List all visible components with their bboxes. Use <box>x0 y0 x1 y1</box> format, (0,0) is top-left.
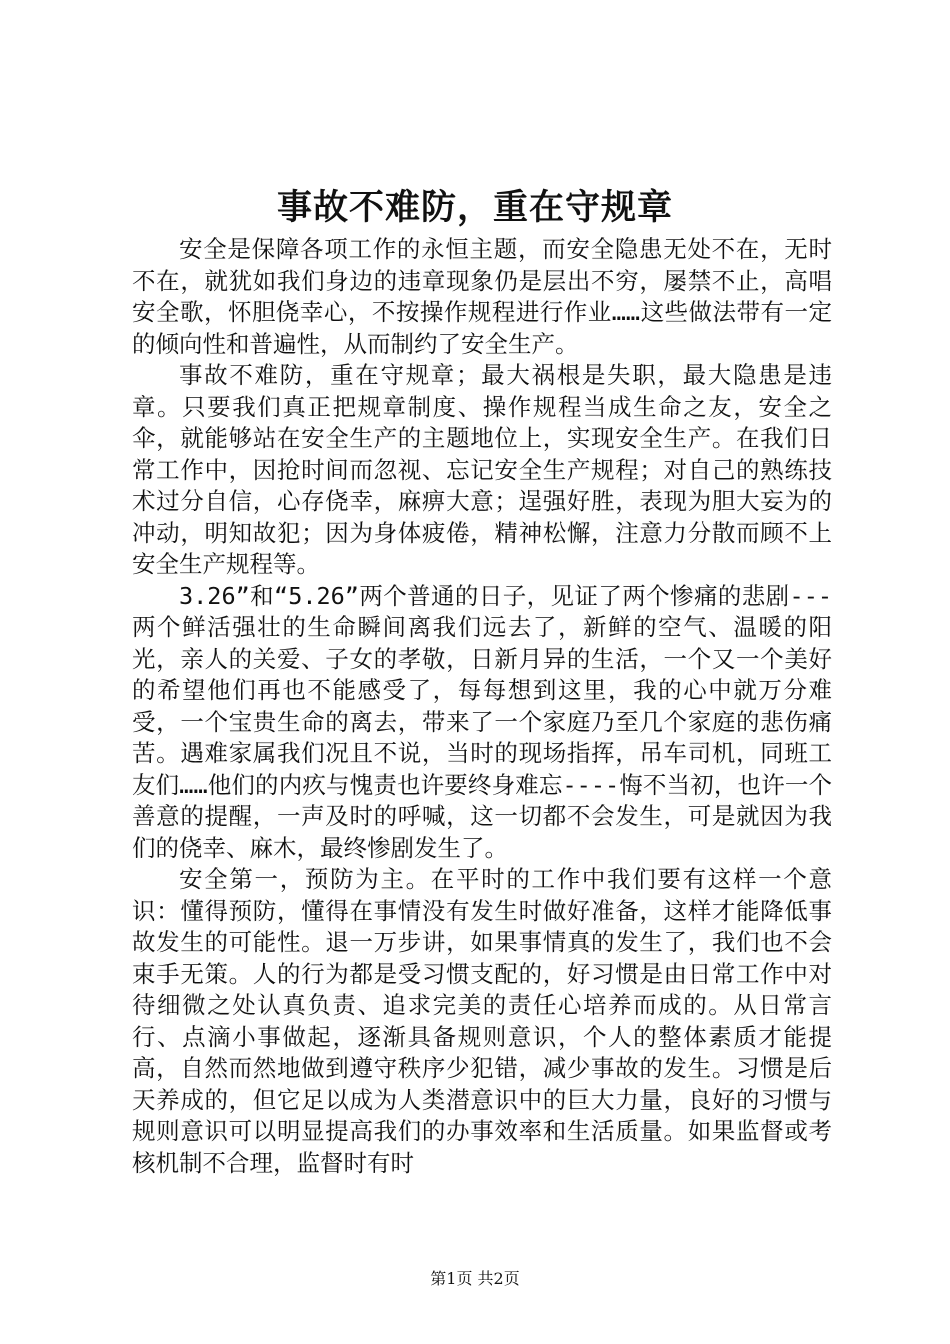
document-title: 事故不难防，重在守规章 <box>276 187 673 228</box>
paragraph-2: 事故不难防，重在守规章；最大祸根是失职，最大隐患是违章。只要我们真正把规章制度、操作规程当成生命之友，安全之伞，就能够站在安全生产的主题地位上，实现安全生产。在我们日常工作中，因抢时间而忽视、忘记安全生产规程；对自己的熟练技术过分自信，心存侥幸，麻痹大意；逞强好胜，表现为胆大妄为的冲动，明知故犯；因为身体疲倦，精神松懈，注意力分散而顾不上安全生产规程等。 <box>132 361 832 578</box>
document-body <box>132 234 832 1179</box>
page-footer: 第1页 共2页 <box>430 1269 520 1288</box>
paragraph-4: 安全第一，预防为主。在平时的工作中我们要有这样一个意识：懂得预防，懂得在事情没有发生时做好准备，这样才能降低事故发生的可能性。退一万步讲，如果事情真的发生了，我们也不会束手无策。人的行为都是受习惯支配的，好习惯是由日常工作中对待细微之处认真负责、追求完美的责任心培养而成的。从日常言行、点滴小事做起，逐渐具备规则意识，个人的整体素质才能提高，自然而然地做到遵守秩序少犯错，减少事故的发生。习惯是后天养成的，但它足以成为人类潜意识中的巨大力量，良好的习惯与规则意识可以明显提高我们的办事效率和生活质量。如果监督或考核机制不合理，监督时有时 <box>132 865 832 1177</box>
paragraph-3: 3.26”和“5.26”两个普通的日子，见证了两个惨痛的悲剧---两个鲜活强壮的生命瞬间离我们远去了，新鲜的空气、温暖的阳光，亲人的关爱、子女的孝敬，日新月异的生活，一个又一个美好的希望他们再也不能感受了，每每想到这里，我的心中就万分难受，一个宝贵生命的离去，带来了一个家庭乃至几个家庭的悲伤痛苦。遇难家属我们况且不说，当时的现场指挥，吊车司机，同班工友们……他们的内疚与愧责也许要终身难忘----悔不当初，也许一个善意的提醒，一声及时的呼喊，这一切都不会发生，可是就因为我们的侥幸、麻木，最终惨剧发生了。 <box>132 581 832 862</box>
paragraph-1: 安全是保障各项工作的永恒主题，而安全隐患无处不在，无时不在，就犹如我们身边的违章现象仍是层出不穷，屡禁不止，高唱安全歌，怀胆侥幸心，不按操作规程进行作业……这些做法带有一定的倾向性和普遍性，从而制约了安全生产。 <box>132 235 832 358</box>
